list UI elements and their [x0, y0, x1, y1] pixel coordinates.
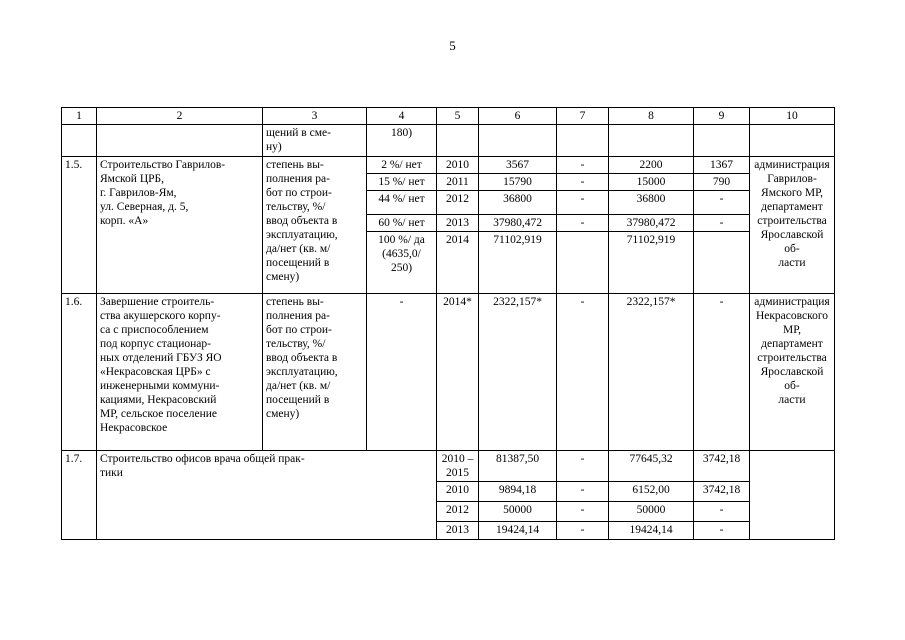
- year-cell: 2010: [437, 157, 479, 174]
- local-cell: -: [694, 191, 750, 215]
- year-cell: 2014: [437, 232, 479, 294]
- header-row: [62, 108, 835, 125]
- target-cell: 44 %/ нет: [367, 191, 437, 215]
- total-cell: 37980,472: [479, 215, 557, 232]
- header-cell: 6: [479, 108, 557, 125]
- header-cell: 1: [62, 108, 97, 125]
- regional-cell: 71102,919: [609, 232, 694, 294]
- year-cell: 2010 – 2015: [437, 451, 479, 482]
- year-cell: 2010: [437, 482, 479, 502]
- federal-cell: [557, 232, 609, 294]
- header-cell: 8: [609, 108, 694, 125]
- federal-cell: -: [557, 502, 609, 522]
- local-cell: -: [694, 502, 750, 522]
- regional-cell: 36800: [609, 191, 694, 215]
- regional-cell: 6152,00: [609, 482, 694, 502]
- executor-cell: администрация Гаврилов- Ямского МР, департамент строительства Ярославской об- ласти: [750, 157, 835, 294]
- regional-cell: 2200: [609, 157, 694, 174]
- regional-cell: 50000: [609, 502, 694, 522]
- indicator-cell: щений в сме- ну): [263, 125, 367, 157]
- executor-cell: [750, 451, 835, 540]
- local-cell: [694, 232, 750, 294]
- indicator-cell: степень вы- полнения ра- бот по строи- тельству, %/ ввод объекта в эксплуатацию, да/нет (кв. м/ посещений в смену): [263, 157, 367, 294]
- indicator-cell: степень вы- полнения ра- бот по строи- тельству, %/ ввод объекта в эксплуатацию, да/нет (кв. м/ посещений в смену): [263, 294, 367, 451]
- total-cell: 81387,50: [479, 451, 557, 482]
- header-cell: 7: [557, 108, 609, 125]
- header-cell: 3: [263, 108, 367, 125]
- federal-cell: -: [557, 191, 609, 215]
- regional-cell: 37980,472: [609, 215, 694, 232]
- executor-cell: администрация Некрасовского МР, департамент строительства Ярославской об- ласти: [750, 294, 835, 451]
- federal-cell: -: [557, 174, 609, 191]
- target-cell: 60 %/ нет: [367, 215, 437, 232]
- local-cell: 1367: [694, 157, 750, 174]
- target-cell: 15 %/ нет: [367, 174, 437, 191]
- page-number: 5: [449, 38, 456, 53]
- year-cell: 2013: [437, 522, 479, 540]
- regional-cell: 19424,14: [609, 522, 694, 540]
- local-cell: -: [694, 215, 750, 232]
- item-number: 1.7.: [62, 451, 97, 540]
- total-cell: 15790: [479, 174, 557, 191]
- header-cell: 9: [694, 108, 750, 125]
- total-cell: 50000: [479, 502, 557, 522]
- regional-cell: 77645,32: [609, 451, 694, 482]
- total-cell: 19424,14: [479, 522, 557, 540]
- total-cell: 71102,919: [479, 232, 557, 294]
- target-cell: 180): [367, 125, 437, 157]
- year-cell: 2014*: [437, 294, 479, 451]
- local-cell: -: [694, 294, 750, 451]
- item-name: Завершение строитель- ства акушерского корпу- са с приспособлением под корпус стационар- ных отделений ГБУЗ ЯО «Некрасовская ЦРБ» с инженерными коммуни- кациями, Некрасовский МР, сельское поселение Некрасовское: [97, 294, 263, 451]
- federal-cell: -: [557, 157, 609, 174]
- program-table: [61, 107, 835, 540]
- year-cell: 2011: [437, 174, 479, 191]
- federal-cell: -: [557, 215, 609, 232]
- local-cell: 3742,18: [694, 451, 750, 482]
- table-row: [62, 294, 835, 451]
- target-cell: 2 %/ нет: [367, 157, 437, 174]
- total-cell: 9894,18: [479, 482, 557, 502]
- total-cell: 3567: [479, 157, 557, 174]
- total-cell: 2322,157*: [479, 294, 557, 451]
- regional-cell: 15000: [609, 174, 694, 191]
- target-cell: -: [367, 294, 437, 451]
- total-cell: 36800: [479, 191, 557, 215]
- item-name: Строительство Гаврилов- Ямской ЦРБ, г. Гаврилов-Ям, ул. Северная, д. 5, корп. «А»: [97, 157, 263, 294]
- regional-cell: 2322,157*: [609, 294, 694, 451]
- federal-cell: -: [557, 451, 609, 482]
- header-cell: 2: [97, 108, 263, 125]
- year-cell: 2012: [437, 191, 479, 215]
- target-cell: 100 %/ да (4635,0/ 250): [367, 232, 437, 294]
- header-cell: 4: [367, 108, 437, 125]
- year-cell: 2012: [437, 502, 479, 522]
- local-cell: 790: [694, 174, 750, 191]
- local-cell: -: [694, 522, 750, 540]
- federal-cell: -: [557, 294, 609, 451]
- item-number: 1.5.: [62, 157, 97, 294]
- item-number: 1.6.: [62, 294, 97, 451]
- table-row: [62, 157, 835, 174]
- table-row: [62, 451, 835, 482]
- federal-cell: -: [557, 482, 609, 502]
- header-cell: 5: [437, 108, 479, 125]
- item-name: Строительство офисов врача общей прак- тики: [97, 451, 437, 540]
- header-cell: 10: [750, 108, 835, 125]
- continuation-row: [62, 125, 835, 157]
- federal-cell: -: [557, 522, 609, 540]
- year-cell: 2013: [437, 215, 479, 232]
- local-cell: 3742,18: [694, 482, 750, 502]
